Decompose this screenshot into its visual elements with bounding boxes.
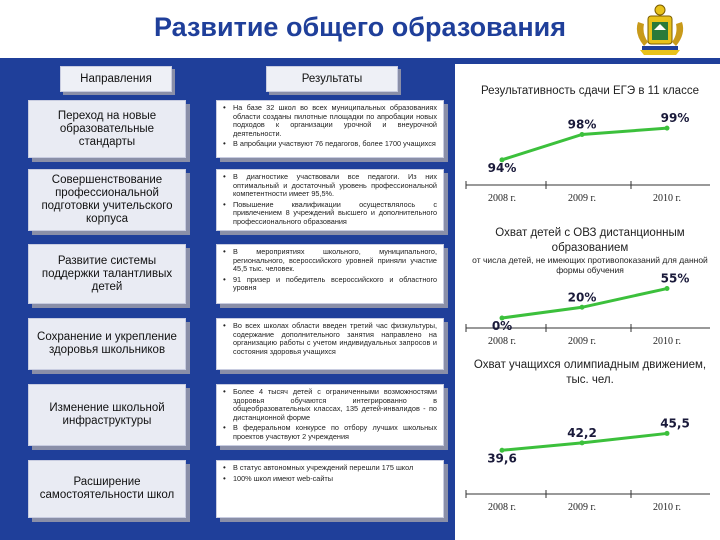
x-tick-label: 2009 г. bbox=[568, 193, 596, 204]
data-point bbox=[580, 132, 585, 137]
result-bullet: • Более 4 тысяч детей с ограниченными возможностями здоровья обучаются интегрированно в общеобразовательных классах, 135 детей-инвалидов - по дистанционной форме bbox=[233, 388, 437, 422]
data-label: 39,6 bbox=[487, 451, 517, 466]
data-label: 0% bbox=[491, 319, 513, 333]
result-bullet: • 100% школ имеют web-сайты bbox=[233, 475, 437, 484]
x-tick-label: 2009 г. bbox=[568, 502, 596, 513]
result-box bbox=[216, 244, 444, 304]
result-bullet: • На базе 32 школ во всех муниципальных образованиях области созданы пилотные площадки по апробации новых подходов к организации урочной и внеурочной деятельности. bbox=[233, 104, 437, 138]
direction-item: Переход на новые образовательные стандарты bbox=[28, 100, 186, 158]
chart-title-ovz: Охват детей с ОВЗ дистанционным образованием bbox=[495, 227, 685, 254]
coat-of-arms-icon bbox=[630, 2, 690, 56]
result-bullet: • В статус автономных учреждений перешли 175 школ bbox=[233, 464, 437, 473]
result-bullet: • В диагностике участвовали все педагоги. Из них оптимальный и достаточный уровень профессиональной компетентности имеет 95,5%. bbox=[233, 173, 437, 199]
x-tick-label: 2009 г. bbox=[568, 336, 596, 347]
direction-item: Развитие системы поддержки талантливых детей bbox=[28, 244, 186, 304]
data-point bbox=[580, 305, 585, 310]
x-tick-label: 2010 г. bbox=[653, 193, 681, 204]
direction-item: Сохранение и укрепление здоровья школьников bbox=[28, 318, 186, 370]
data-label: 99% bbox=[660, 111, 690, 126]
column-header-results: Результаты bbox=[266, 66, 398, 92]
direction-item: Изменение школьной инфраструктуры bbox=[28, 384, 186, 446]
direction-item: Расширение самостоятельности школ bbox=[28, 460, 186, 518]
x-tick-label: 2008 г. bbox=[488, 336, 516, 347]
data-label: 20% bbox=[567, 290, 597, 305]
result-bullet: • Повышение квалификации осуществлялось с привлечением 8 учреждений высшего и дополнительного профессионального образования bbox=[233, 201, 437, 227]
chart-title-ege: Результативность сдачи ЕГЭ в 11 классе bbox=[481, 85, 699, 97]
result-bullet: • Во всех школах области введен третий час физкультуры, содержание дополнительного занятия направлено на организацию работы с учетом индивидуальных запросов и состояния здоровья учащихся bbox=[233, 322, 437, 356]
result-bullet: • В мероприятиях школьного, муниципального, регионального, всероссийского уровней приняли участие 45,5 тыс. человек. bbox=[233, 248, 437, 274]
x-tick-label: 2010 г. bbox=[653, 502, 681, 513]
page-title: Развитие общего образования bbox=[154, 12, 566, 42]
chart-olympiad bbox=[462, 416, 714, 520]
chart-title-olympiad: Охват учащихся олимпиадным движением, тыс. чел. bbox=[473, 359, 707, 386]
result-box bbox=[216, 169, 444, 231]
result-box bbox=[216, 100, 444, 158]
data-point bbox=[665, 286, 670, 291]
x-tick-label: 2008 г. bbox=[488, 193, 516, 204]
result-box bbox=[216, 460, 444, 518]
x-tick-label: 2008 г. bbox=[488, 502, 516, 513]
result-bullet: • 91 призер и победитель всероссийского и областного уровня bbox=[233, 276, 437, 293]
data-point bbox=[665, 126, 670, 131]
series-line bbox=[502, 128, 667, 160]
data-label: 98% bbox=[567, 117, 597, 132]
column-header-directions: Направления bbox=[60, 66, 172, 92]
data-label: 45,5 bbox=[660, 416, 690, 431]
result-box bbox=[216, 384, 444, 446]
data-point bbox=[665, 431, 670, 436]
data-point bbox=[580, 440, 585, 445]
data-label: 94% bbox=[487, 160, 517, 175]
data-label: 42,2 bbox=[567, 425, 597, 440]
result-bullet: • В федеральном конкурсе по отбору лучших школьных проектов участвуют 2 учреждения bbox=[233, 424, 437, 441]
x-tick-label: 2010 г. bbox=[653, 336, 681, 347]
data-label: 55% bbox=[660, 271, 690, 286]
chart-ege bbox=[462, 111, 714, 210]
result-box bbox=[216, 318, 444, 370]
direction-item: Совершенствование профессиональной подготовки учительского корпуса bbox=[28, 169, 186, 231]
header bbox=[0, 0, 720, 62]
chart-subtitle-ovz: от числа детей, не имеющих противопоказаний для данной формы обучения bbox=[472, 255, 708, 275]
chart-ovz bbox=[462, 271, 714, 350]
result-bullet: • В апробации участвуют 76 педагогов, более 1700 учащихся bbox=[233, 140, 437, 149]
